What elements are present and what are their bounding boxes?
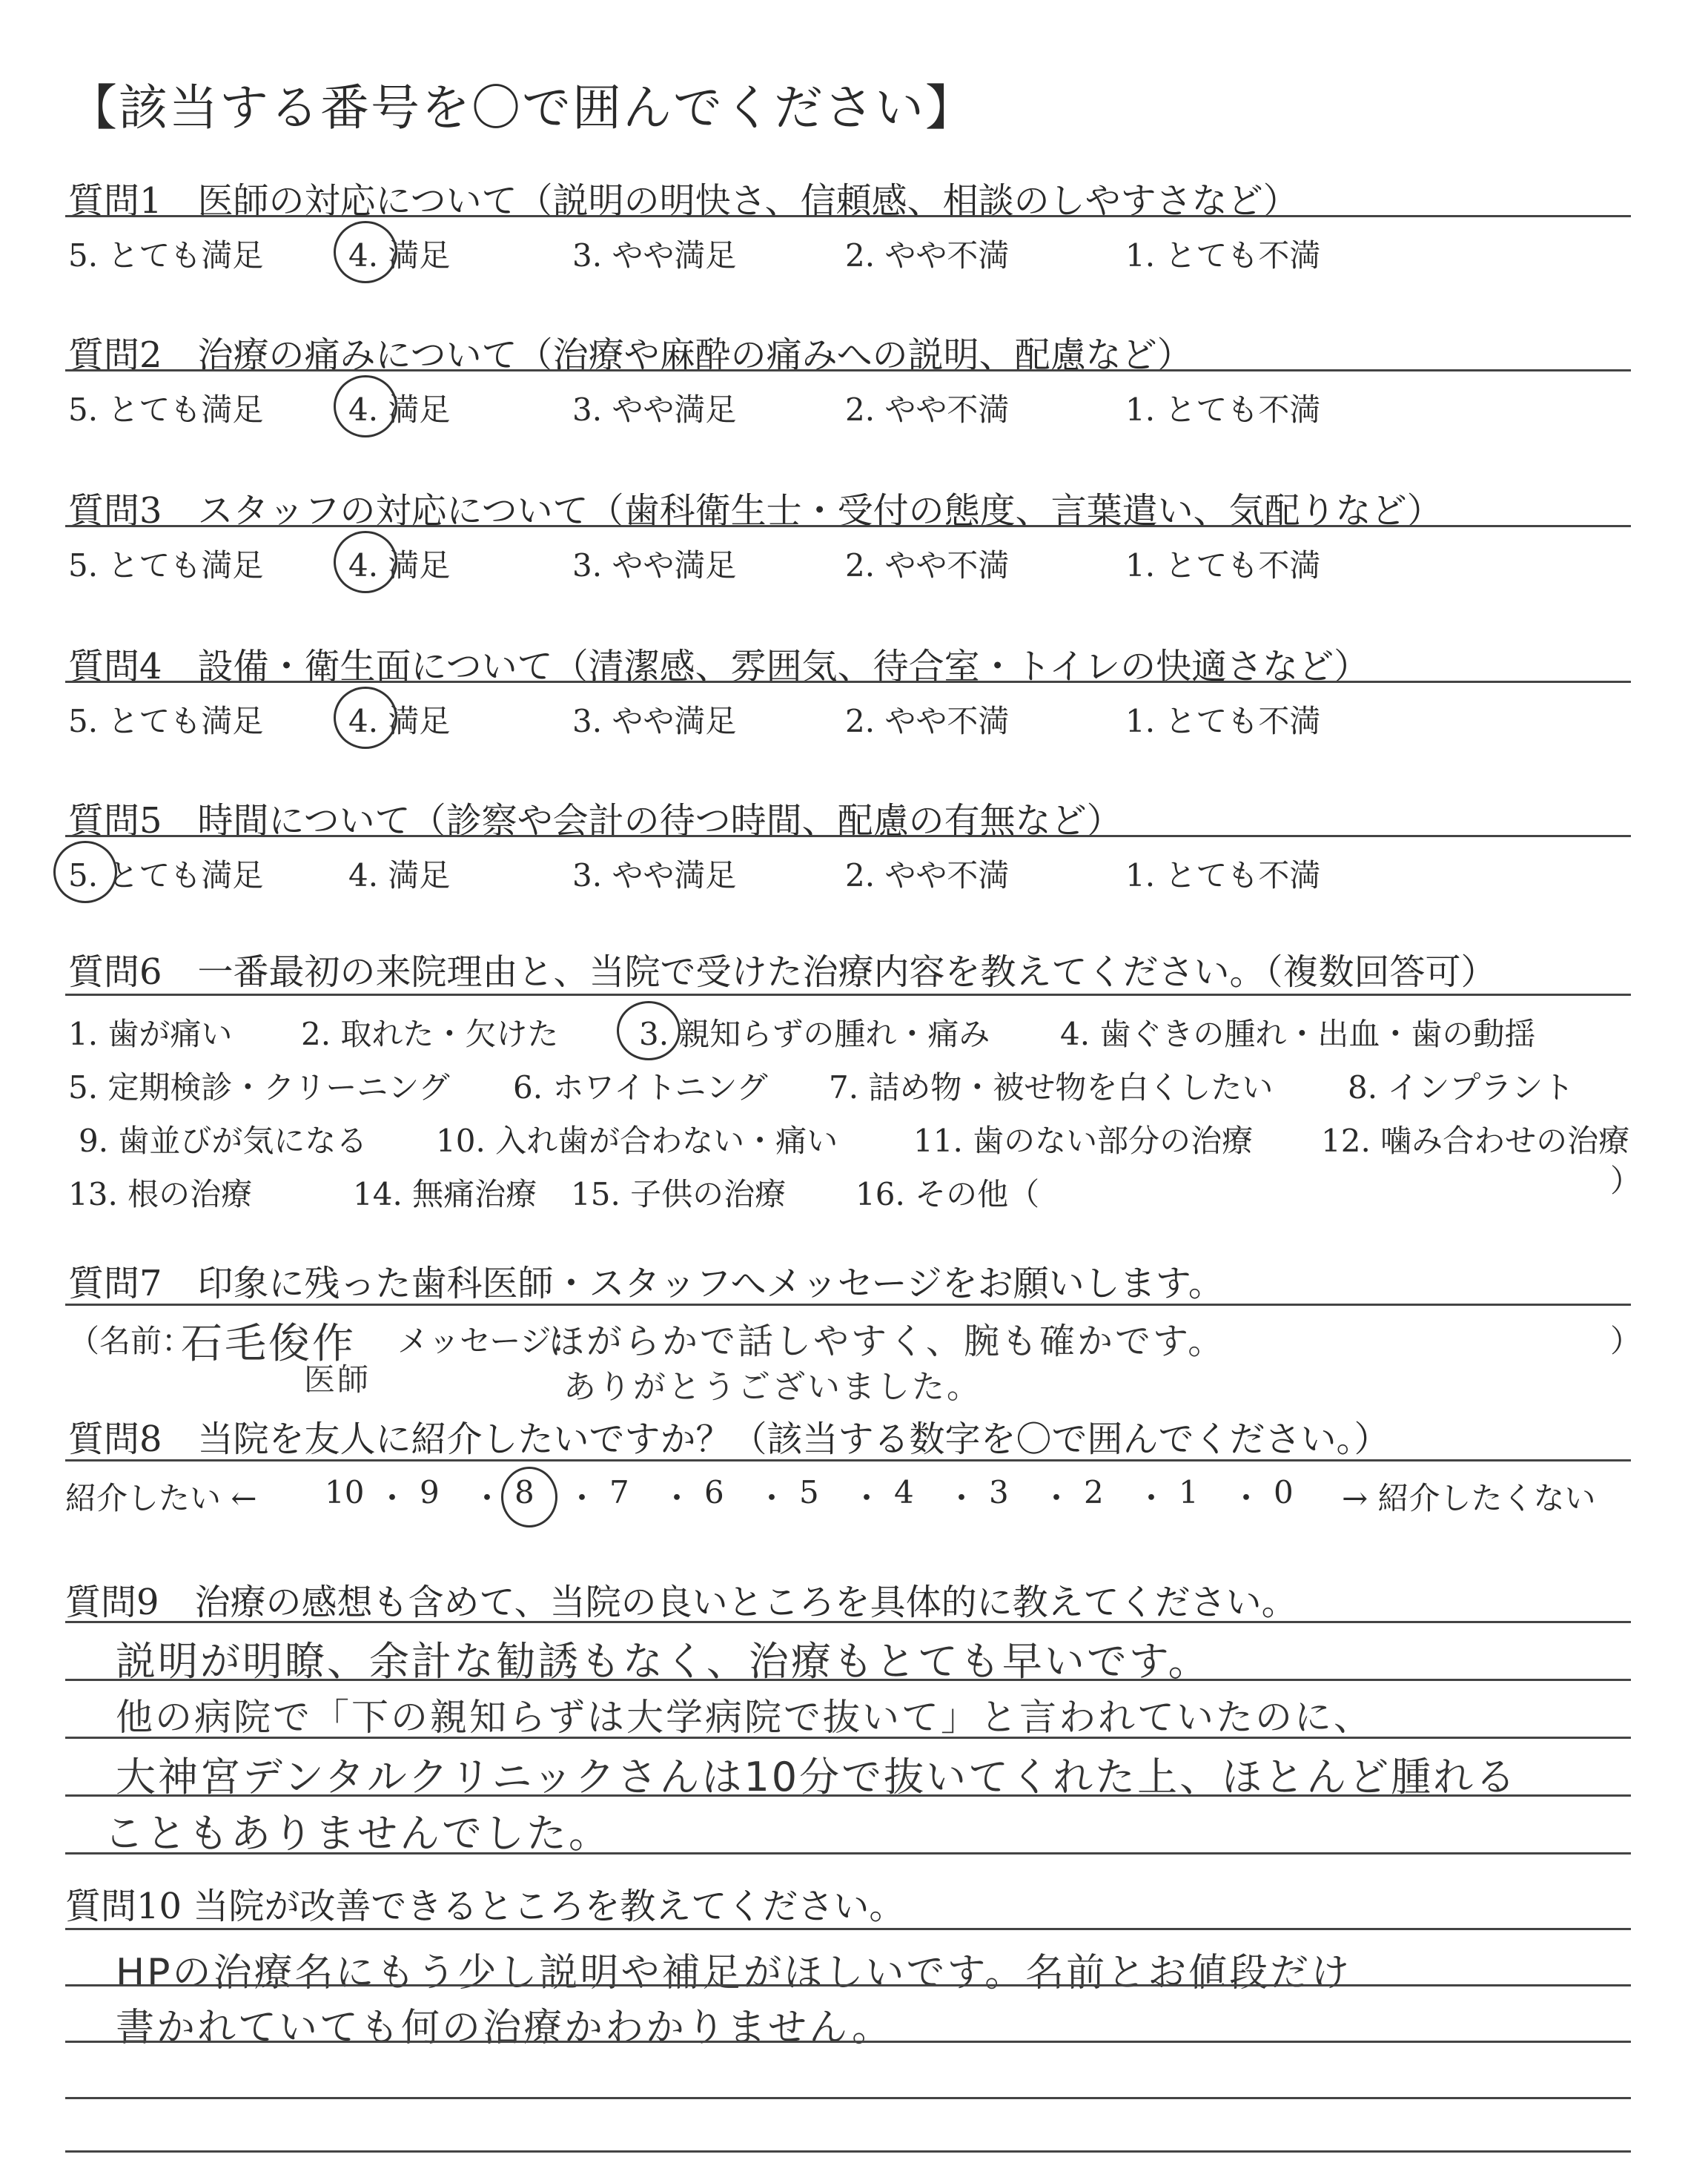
q9-answer-line-3: 大神宮デンタルクリニックさんは10分で抜いてくれた上、ほとんど腫れる	[116, 1754, 1518, 1800]
q6-option-3: 3. 親知らずの腫れ・痛み	[639, 1016, 990, 1052]
q5-option-4: 4. 満足	[348, 857, 451, 894]
q2-option-3: 3. やや満足	[572, 392, 737, 428]
q4-option-1: 1. とても不満	[1125, 703, 1321, 739]
q8-scale-0: 0	[1274, 1474, 1294, 1510]
q2-selected-circle	[334, 375, 397, 437]
q5-option-3: 3. やや満足	[572, 857, 737, 894]
answer-line	[65, 1852, 1631, 1855]
divider	[65, 681, 1631, 683]
q2-option-4: 4. 満足	[348, 392, 451, 428]
q7-name-value: 石毛俊作	[181, 1320, 356, 1368]
q6-option-1: 1. 歯が痛い	[68, 1016, 233, 1052]
q10-answer-line-2: 書かれていても何の治療かわかりません。	[116, 2006, 893, 2050]
q9-answer-line-1: 説明が明瞭、余計な勧誘もなく、治療もとても早いです。	[116, 1638, 1211, 1685]
answer-line	[65, 1928, 1631, 1930]
q1-selected-circle	[334, 221, 397, 283]
q8-separator-dot: ・	[1231, 1480, 1262, 1516]
q8-separator-dot: ・	[756, 1480, 788, 1516]
q6-option-13: 13. 根の治療	[68, 1176, 253, 1212]
q9-answer-line-2: 他の病院で「下の親知らずは大学病院で抜いて」と言われていたのに、	[116, 1696, 1373, 1739]
q2-option-2: 2. やや不満	[845, 392, 1010, 428]
q8-separator-dot: ・	[471, 1480, 503, 1516]
q6-option-5: 5. 定期検診・クリーニング	[68, 1069, 450, 1106]
q7-message-line1: ほがらかで話しやすく、腕も確かです。	[549, 1321, 1226, 1362]
divider	[65, 1304, 1631, 1306]
q8-separator-dot: ・	[377, 1480, 408, 1516]
q3-option-5: 5. とても満足	[68, 547, 264, 584]
q6-option-7: 7. 詰め物・被せ物を白くしたい	[829, 1069, 1274, 1106]
q6-option-14: 14. 無痛治療	[353, 1176, 537, 1212]
answer-line	[65, 2097, 1631, 2099]
q4-option-5: 5. とても満足	[68, 703, 264, 739]
page-title: 【該当する番号を〇で囲んでください】	[68, 79, 976, 136]
q8-scale-6: 6	[704, 1474, 724, 1510]
q3-option-4: 4. 満足	[348, 547, 451, 584]
q8-title: 質問8 当院を友人に紹介したいですか？（該当する数字を〇で囲んでください。）	[68, 1418, 1390, 1460]
q8-scale-3: 3	[989, 1474, 1009, 1510]
q1-option-3: 3. やや満足	[572, 237, 737, 274]
answer-line	[65, 1621, 1631, 1623]
q6-option-4: 4. 歯ぐきの腫れ・出血・歯の動揺	[1060, 1016, 1536, 1052]
q4-selected-circle	[334, 687, 397, 749]
q4-option-2: 2. やや不満	[845, 703, 1010, 739]
q8-scale-1: 1	[1179, 1474, 1199, 1510]
divider	[65, 369, 1631, 371]
q5-option-2: 2. やや不満	[845, 857, 1010, 894]
q6-option-2: 2. 取れた・欠けた	[301, 1016, 559, 1052]
q6-option-16: 16. その他（	[855, 1176, 1040, 1212]
q8-separator-dot: ・	[566, 1480, 598, 1516]
q1-option-2: 2. やや不満	[845, 237, 1010, 274]
q4-title: 質問4 設備・衛生面について（清潔感、雰囲気、待合室・トイレの快適さなど）	[68, 646, 1370, 687]
q8-left-label: 紹介したい ←	[65, 1480, 257, 1516]
divider	[65, 994, 1631, 996]
q8-scale-5: 5	[799, 1474, 819, 1510]
q10-answer-line-1: HPの治療名にもう少し説明や補足がほしいです。名前とお値段だけ	[116, 1951, 1352, 1995]
q4-option-3: 3. やや満足	[572, 703, 737, 739]
answer-line	[65, 1737, 1631, 1739]
q6-title: 質問6 一番最初の来院理由と、当院で受けた治療内容を教えてください。（複数回答可）	[68, 951, 1497, 993]
q5-title: 質問5 時間について（診察や会計の待つ時間、配慮の有無など）	[68, 800, 1122, 842]
q8-scale-9: 9	[420, 1474, 440, 1510]
q6-option-15: 15. 子供の治療	[571, 1176, 787, 1212]
q8-scale-10: 10	[325, 1474, 365, 1510]
q10-title: 質問10 当院が改善できるところを教えてください。	[65, 1886, 905, 1927]
q8-right-label: → 紹介したくない	[1342, 1480, 1596, 1516]
q4-option-4: 4. 満足	[348, 703, 451, 739]
divider	[65, 525, 1631, 527]
q7-close-paren: ）	[1610, 1323, 1642, 1359]
q8-separator-dot: ・	[1136, 1480, 1168, 1516]
q5-option-5: 5. とても満足	[68, 857, 264, 894]
q8-separator-dot: ・	[1041, 1480, 1073, 1516]
q2-option-1: 1. とても不満	[1125, 392, 1321, 428]
q7-message-line2: ありがとうございました。	[563, 1368, 982, 1406]
q6-option-6: 6. ホワイトニング	[513, 1069, 768, 1106]
q1-option-5: 5. とても満足	[68, 237, 264, 274]
q5-selected-circle	[53, 841, 117, 903]
q7-name-label: （名前：	[68, 1323, 193, 1359]
q6-option-12: 12. 噛み合わせの治療	[1321, 1123, 1630, 1159]
q6-option-9: 9. 歯並びが気になる	[79, 1123, 368, 1159]
q8-separator-dot: ・	[661, 1480, 693, 1516]
q3-title: 質問3 スタッフの対応について（歯科衛生士・受付の態度、言葉遣い、気配りなど）	[68, 490, 1443, 532]
q6-option-8: 8. インプラント	[1348, 1069, 1575, 1106]
q1-option-4: 4. 満足	[348, 237, 451, 274]
q3-option-3: 3. やや満足	[572, 547, 737, 584]
q7-message-label: メッセージ：	[397, 1323, 583, 1359]
q1-title: 質問1 医師の対応について（説明の明快さ、信頼感、相談のしやすさなど）	[68, 180, 1299, 222]
q6-close-paren: ）	[1610, 1163, 1642, 1199]
q3-option-1: 1. とても不満	[1125, 547, 1321, 584]
answer-line	[65, 1794, 1631, 1797]
q2-title: 質問2 治療の痛みについて（治療や麻酔の痛みへの説明、配慮など）	[68, 334, 1193, 376]
q9-answer-line-4: こともありませんでした。	[104, 1810, 611, 1857]
q6-option-10: 10. 入れ歯が合わない・痛い	[436, 1123, 838, 1159]
q8-separator-dot: ・	[946, 1480, 978, 1516]
q8-separator-dot: ・	[851, 1480, 883, 1516]
q8-scale-4: 4	[894, 1474, 914, 1510]
answer-line	[65, 1984, 1631, 1986]
divider	[65, 215, 1631, 217]
divider	[65, 1459, 1631, 1462]
answer-line	[65, 2041, 1631, 2043]
divider	[65, 835, 1631, 837]
q3-selected-circle	[334, 531, 397, 593]
q1-option-1: 1. とても不満	[1125, 237, 1321, 274]
q7-name-note: 医師	[304, 1361, 371, 1398]
answer-line	[65, 2150, 1631, 2153]
answer-line	[65, 1679, 1631, 1681]
q8-scale-8: 8	[514, 1474, 534, 1510]
q8-scale-2: 2	[1084, 1474, 1104, 1510]
q9-title: 質問9 治療の感想も含めて、当院の良いところを具体的に教えてください。	[65, 1582, 1297, 1623]
q8-scale-7: 7	[609, 1474, 629, 1510]
q2-option-5: 5. とても満足	[68, 392, 264, 428]
q6-selected-circle	[617, 1001, 681, 1060]
q8-selected-circle	[501, 1467, 557, 1527]
q3-option-2: 2. やや不満	[845, 547, 1010, 584]
q5-option-1: 1. とても不満	[1125, 857, 1321, 894]
q7-title: 質問7 印象に残った歯科医師・スタッフへメッセージをお願いします。	[68, 1263, 1224, 1304]
q6-option-11: 11. 歯のない部分の治療	[913, 1123, 1254, 1159]
